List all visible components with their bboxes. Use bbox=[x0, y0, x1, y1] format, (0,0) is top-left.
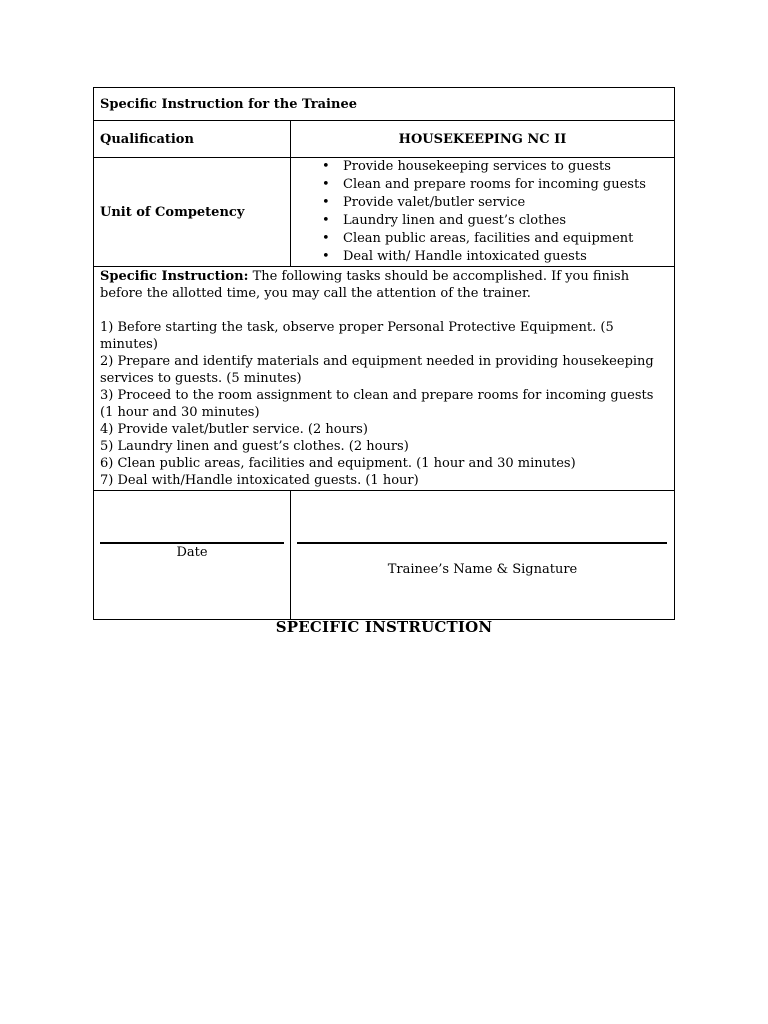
instruction-lead: Specific Instruction: bbox=[100, 269, 249, 284]
task-step: 1) Before starting the task, observe proper Personal Protective Equipment. (5 minutes) bbox=[100, 320, 614, 352]
task-step: 7) Deal with/Handle intoxicated guests. (1 hour) bbox=[100, 473, 419, 488]
task-step: 6) Clean public areas, facilities and equipment. (1 hour and 30 minutes) bbox=[100, 456, 576, 471]
instruction-form-table bbox=[93, 87, 675, 620]
competency-text: Provide valet/butler service bbox=[343, 195, 526, 210]
specific-instruction-row bbox=[94, 267, 675, 491]
list-item bbox=[297, 158, 668, 176]
date-label: Date bbox=[176, 545, 208, 560]
list-item bbox=[297, 194, 668, 212]
competency-list bbox=[297, 158, 668, 266]
bullet-icon: • bbox=[322, 213, 330, 228]
competency-text: Deal with/ Handle intoxicated guests bbox=[343, 249, 587, 264]
instruction-intro-text: The following tasks should be accomplished. If you finish before the allotted time, you may call the attention of the trainer. bbox=[100, 269, 630, 301]
bullet-icon: • bbox=[322, 177, 330, 192]
competency-text: Laundry linen and guest’s clothes bbox=[343, 213, 567, 228]
unit-of-competency-row bbox=[94, 158, 675, 267]
task-step: 5) Laundry linen and guest’s clothes. (2 hours) bbox=[100, 439, 409, 454]
list-item bbox=[297, 176, 668, 194]
unit-of-competency-label: Unit of Competency bbox=[94, 158, 291, 267]
task-step: 4) Provide valet/butler service. (2 hours) bbox=[100, 422, 368, 437]
form-title-row bbox=[94, 88, 675, 121]
list-item bbox=[297, 230, 668, 248]
qualification-row bbox=[94, 121, 675, 158]
competency-text: Clean and prepare rooms for incoming guests bbox=[343, 177, 646, 192]
bullet-icon: • bbox=[322, 195, 330, 210]
list-item bbox=[297, 212, 668, 230]
page-heading: SPECIFIC INSTRUCTION bbox=[275, 618, 493, 636]
task-step: 2) Prepare and identify materials and equipment needed in providing housekeeping services to guests. (5 minutes) bbox=[100, 354, 654, 386]
bullet-icon: • bbox=[322, 159, 330, 174]
competency-text: Provide housekeeping services to guests bbox=[343, 159, 611, 174]
task-step: 3) Proceed to the room assignment to clean and prepare rooms for incoming guests (1 hour and 30 minutes) bbox=[100, 388, 654, 420]
competency-text: Clean public areas, facilities and equipment bbox=[343, 231, 634, 246]
qualification-label: Qualification bbox=[94, 121, 291, 158]
signature-cell bbox=[291, 491, 675, 620]
signature-line bbox=[297, 542, 667, 544]
bullet-icon: • bbox=[322, 249, 330, 264]
date-cell bbox=[94, 491, 291, 620]
signature-row bbox=[94, 491, 675, 620]
instruction-intro bbox=[100, 268, 668, 302]
bullet-icon: • bbox=[322, 231, 330, 246]
qualification-value: HOUSEKEEPING NC II bbox=[291, 121, 675, 158]
specific-instruction-cell bbox=[94, 267, 675, 491]
form-title: Specific Instruction for the Trainee bbox=[94, 88, 675, 121]
signature-label: Trainee’s Name & Signature bbox=[387, 562, 578, 577]
unit-of-competency-cell bbox=[291, 158, 675, 267]
task-steps-list bbox=[100, 319, 668, 489]
list-item bbox=[297, 248, 668, 266]
